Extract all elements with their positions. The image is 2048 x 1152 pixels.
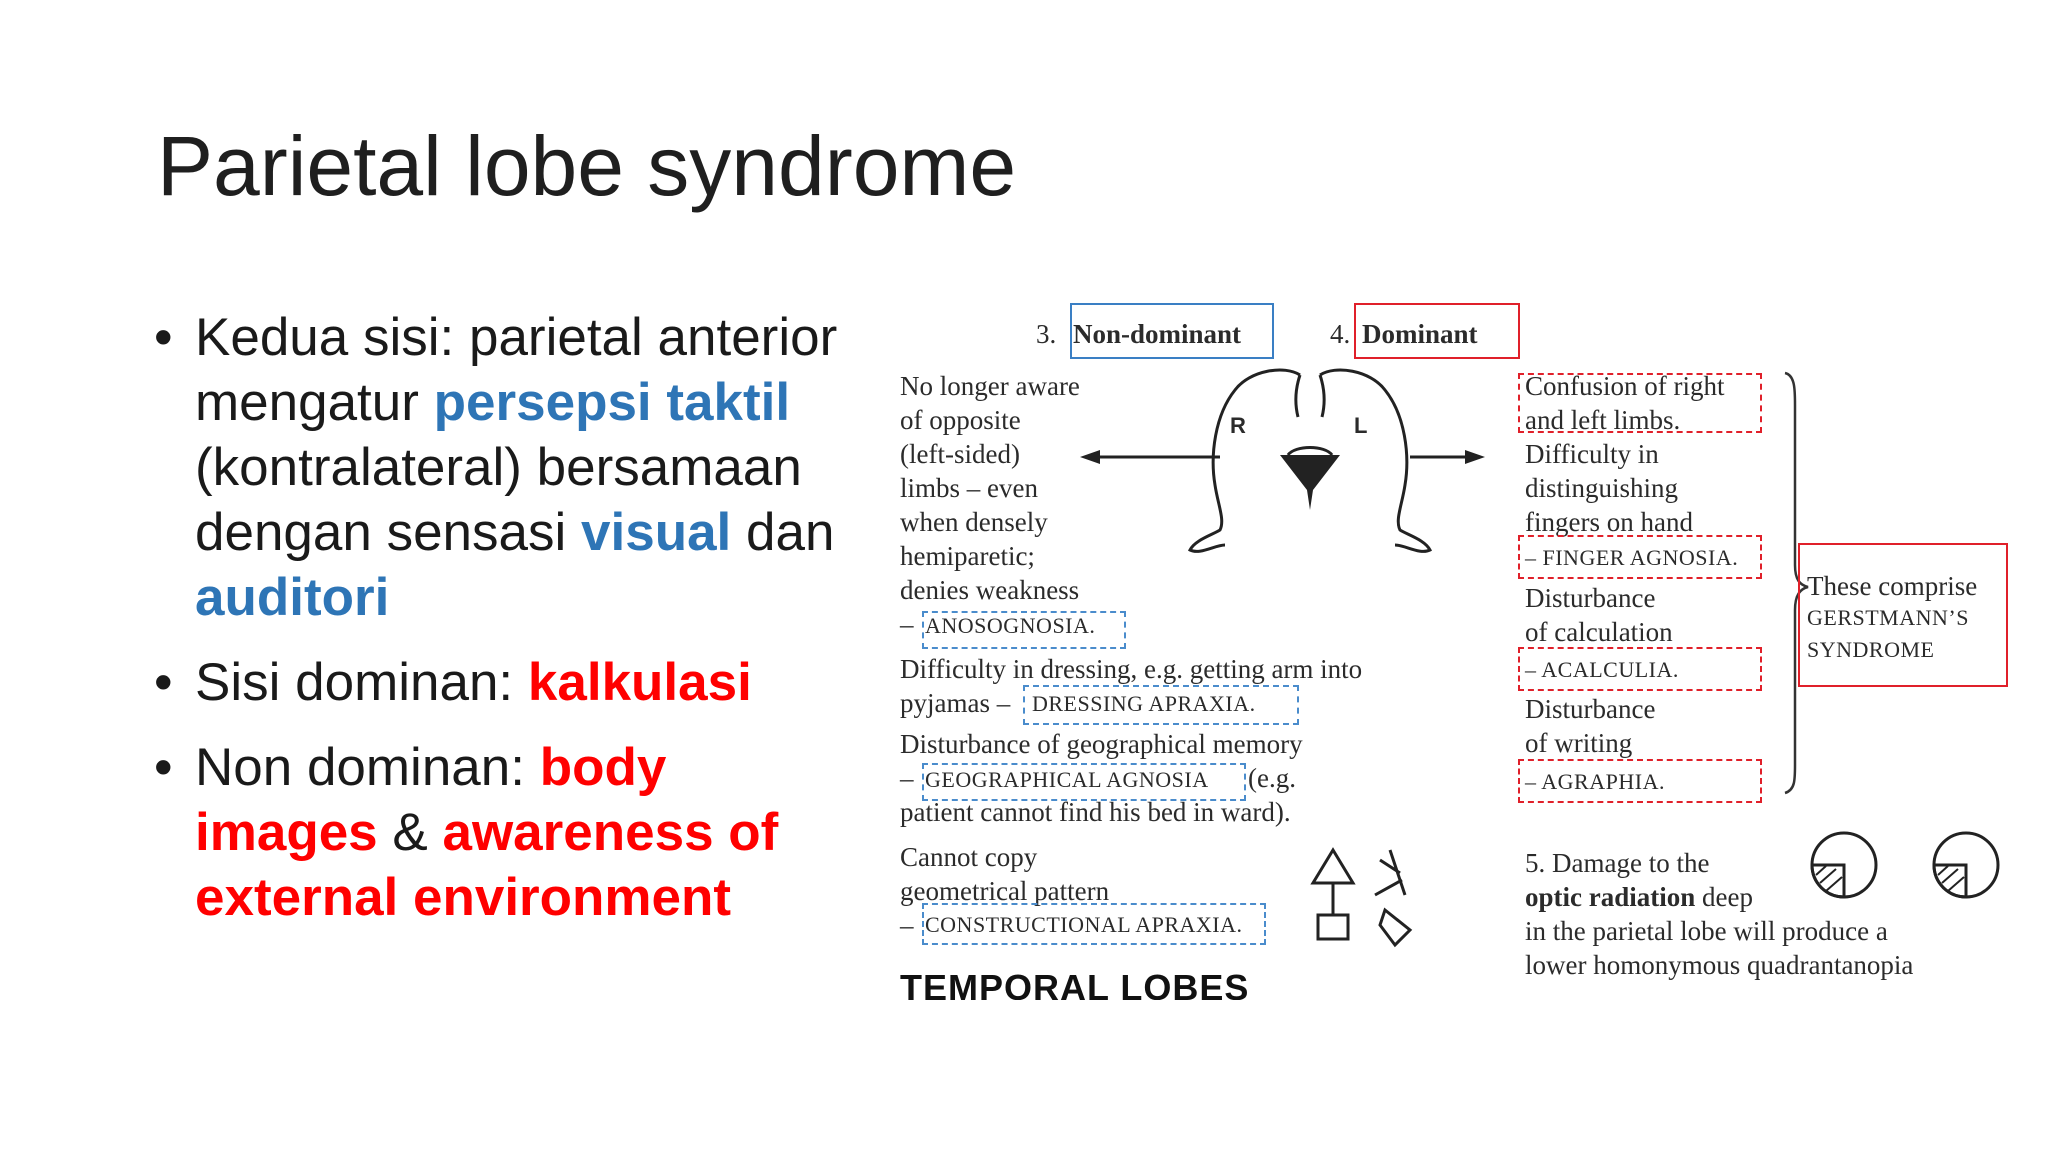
bullet-segment: Sisi dominan: [195, 653, 528, 712]
geo-prefix: – [900, 763, 914, 793]
bullet-item [150, 650, 850, 715]
finger-line3: fingers on hand [1525, 507, 1693, 537]
bullet-list [150, 305, 850, 950]
dominant-header: Dominant [1362, 319, 1478, 349]
nondominant-line: hemiparetic; [900, 541, 1035, 571]
left-arrow-head [1080, 450, 1100, 464]
slide-title: Parietal lobe syndrome [157, 119, 1017, 213]
constructional-apraxia-label: CONSTRUCTIONAL APRAXIA. [925, 912, 1243, 937]
writing-line2: of writing [1525, 728, 1633, 758]
dressing-apraxia-label: DRESSING APRAXIA. [1032, 691, 1256, 716]
confusion-line1: Confusion of right [1525, 371, 1725, 401]
optic-line1: 5. Damage to the [1525, 848, 1710, 878]
nondominant-line: of opposite [900, 405, 1021, 435]
gerstmann-line1: These comprise [1807, 571, 1978, 601]
nondominant-number: 3. [1036, 319, 1057, 349]
nondominant-line: denies weakness [900, 575, 1080, 605]
dressing-line: Difficulty in dressing, e.g. getting arm into [900, 654, 1363, 684]
bullet-dot: • [154, 653, 173, 712]
optic-line2: optic radiation deep [1525, 882, 1753, 912]
nondominant-line: when densely [900, 507, 1048, 537]
left-hemisphere-outline [1320, 370, 1430, 551]
geographical-agnosia-label: GEOGRAPHICAL AGNOSIA [925, 767, 1209, 792]
bullet-item [150, 305, 850, 630]
geo-suffix: (e.g. [1248, 763, 1296, 793]
gerstmann-line2: GERSTMANN’S [1807, 605, 1969, 630]
bullet-dot: • [154, 738, 173, 797]
calc-line1: Disturbance [1525, 583, 1656, 613]
agraphia-label: – AGRAPHIA. [1525, 769, 1665, 794]
brain-label-right: R [1230, 413, 1246, 438]
optic-line3: in the parietal lobe will produce a [1525, 916, 1888, 946]
copy-line2: geometrical pattern [900, 876, 1110, 906]
bullet-segment: Non dominan: [195, 738, 540, 797]
dressing-prefix: pyjamas – [900, 688, 1011, 718]
finger-agnosia-label: – FINGER AGNOSIA. [1525, 545, 1739, 570]
anosognosia-label: ANOSOGNOSIA. [925, 613, 1096, 638]
nondominant-line: No longer aware [900, 371, 1080, 401]
bullet-segment: kalkulasi [527, 653, 752, 712]
triangle-figure [1313, 850, 1353, 883]
geo-line: Disturbance of geographical memory [900, 729, 1303, 759]
nondominant-header: Non-dominant [1073, 319, 1242, 349]
copy-line1: Cannot copy [900, 842, 1038, 872]
temporal-lobes-heading: TEMPORAL LOBES [900, 967, 1250, 1000]
finger-line2: distinguishing [1525, 473, 1679, 503]
bullet-segment: body images [195, 738, 667, 862]
geo-line2: patient cannot find his bed in ward). [900, 797, 1291, 827]
bullet-segment: & [377, 803, 443, 862]
nondominant-line: limbs – even [900, 473, 1038, 503]
anosognosia-prefix: – [900, 609, 914, 639]
ventricle-shape [1280, 455, 1340, 510]
bullet-item [150, 735, 850, 930]
confusion-line2: and left limbs. [1525, 405, 1681, 435]
constructional-prefix: – [900, 910, 914, 940]
right-arrow-head [1465, 450, 1485, 464]
finger-line1: Difficulty in [1525, 439, 1659, 469]
square-figure [1318, 915, 1348, 939]
bullet-segment: auditori [195, 568, 390, 627]
acalculia-label: – ACALCULIA. [1525, 657, 1679, 682]
nondominant-line: (left-sided) [900, 439, 1020, 469]
bullet-segment: (kontralateral) bersamaan dengan sensasi [195, 438, 802, 562]
optic-line4: lower homonymous quadrantanopia [1525, 950, 1914, 980]
brain-label-left: L [1354, 413, 1368, 438]
patient-copy-scribble [1375, 850, 1410, 945]
bullet-segment: persepsi taktil [433, 373, 791, 432]
writing-line1: Disturbance [1525, 694, 1656, 724]
bullet-dot: • [154, 308, 173, 367]
bullet-segment: awareness of external environment [195, 803, 779, 927]
bullet-segment: Kedua sisi: parietal anterior mengatur [195, 308, 838, 432]
parietal-lobe-figure [890, 295, 2040, 1000]
gerstmann-line3: SYNDROME [1807, 637, 1935, 662]
calc-line2: of calculation [1525, 617, 1673, 647]
right-hemisphere-outline [1190, 370, 1300, 551]
bullet-segment: dan [731, 503, 835, 562]
dominant-number: 4. [1330, 319, 1351, 349]
bullet-segment: visual [581, 503, 732, 562]
